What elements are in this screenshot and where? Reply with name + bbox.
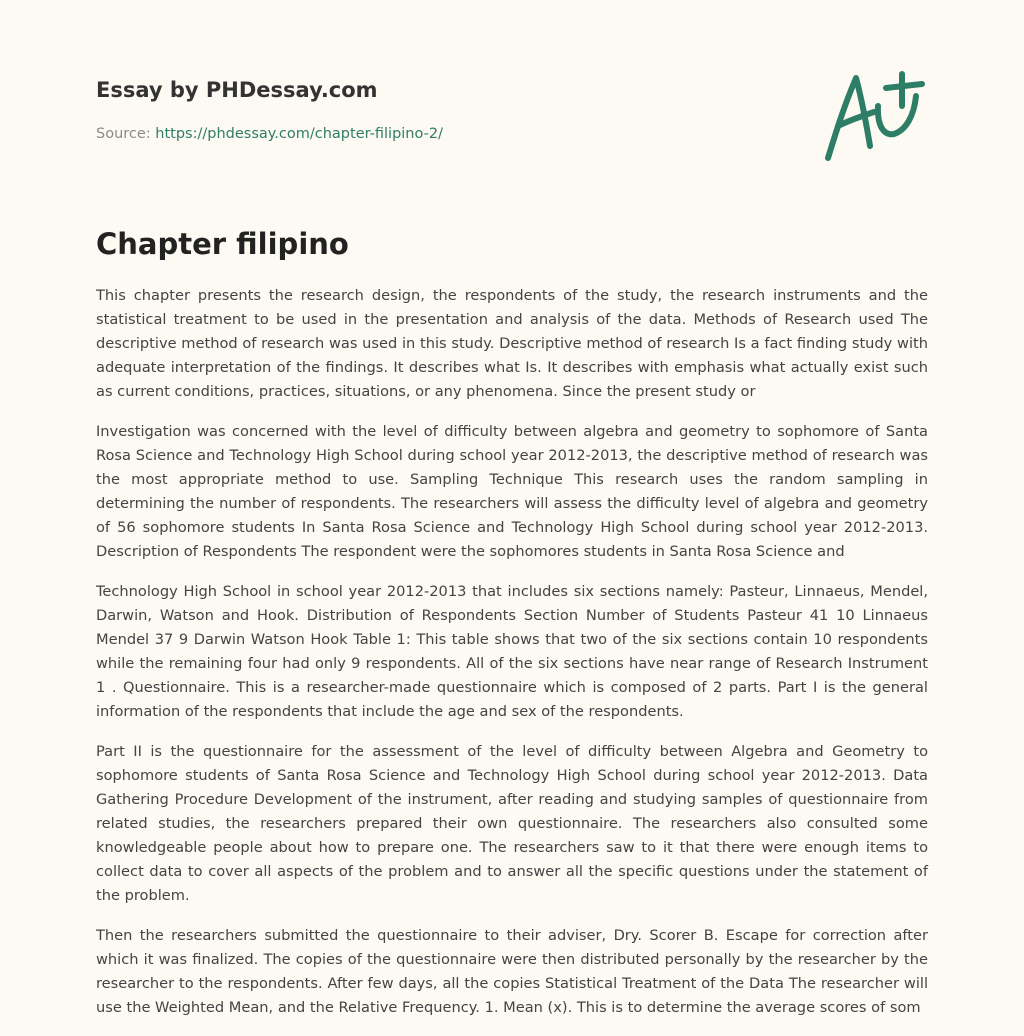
source-label: Source: <box>96 126 156 142</box>
essay-paragraph: This chapter presents the research design, the respondents of the study, the research instruments and the statistical treatment to be used in the presentation and analysis of the data. Methods of Research used The descriptive method of research was used in this study. Descriptive method of research Is a fact finding study with adequate interpretation of the findings. It describes what Is. It describes with emphasis what actually exist such as current conditions, practices, situations, or any phenomena. Since the present study or <box>96 287 928 400</box>
a-plus-logo-icon <box>822 66 928 164</box>
source-link[interactable]: https://phdessay.com/chapter-filipino-2/ <box>155 126 443 142</box>
essay-paragraph: Then the researchers submitted the questionnaire to their adviser, Dry. Scorer B. Escape for correction after which it was finalized. The copies of the questionnaire were then distributed personally by the researcher by the researcher to the respondents. After few days, all the copies Statistical Treatment of the Data The researcher will use the Weighted Mean, and the Relative Frequency. 1. Mean (x). This is to determine the average scores of som <box>96 927 928 1016</box>
essay-paragraph: Part II is the questionnaire for the assessment of the level of difficulty between Algebra and Geometry to sophomore students of Santa Rosa Science and Technology High School during school year 2012-2013. Data Gathering Procedure Development of the instrument, after reading and studying samples of questionnaire from related studies, the researchers prepared their own questionnaire. The researchers also consulted some knowledgeable people about how to prepare one. The researchers saw to it that there were enough items to collect data to cover all aspects of the problem and to answer all the specific questions under the statement of the problem. <box>96 743 928 904</box>
essay-body <box>96 284 928 1036</box>
essay-paragraph: Technology High School in school year 2012-2013 that includes six sections namely: Pasteur, Linnaeus, Mendel, Darwin, Watson and Hook. Distribution of Respondents Section Number of Students Pasteur 41 10 Linnaeus Mendel 37 9 Darwin Watson Hook Table 1: This table shows that two of the six sections contain 10 respondents while the remaining four had only 9 respondents. All of the six sections have near range of Research Instrument 1 . Questionnaire. This is a researcher-made questionnaire which is composed of 2 parts. Part I is the general information of the respondents that include the age and sex of the respondents. <box>96 583 928 720</box>
site-title: Essay by PHDessay.com <box>96 78 378 102</box>
source-line <box>96 124 443 144</box>
essay-paragraph: Investigation was concerned with the level of difficulty between algebra and geometry to sophomore of Santa Rosa Science and Technology High School during school year 2012-2013, the descriptive method of research was the most appropriate method to use. Sampling Technique This research uses the random sampling in determining the number of respondents. The researchers will assess the difficulty level of algebra and geometry of 56 sophomore students In Santa Rosa Science and Technology High School during school year 2012-2013. Description of Respondents The respondent were the sophomores students in Santa Rosa Science and <box>96 423 928 560</box>
document-title: Chapter filipino <box>96 227 349 261</box>
